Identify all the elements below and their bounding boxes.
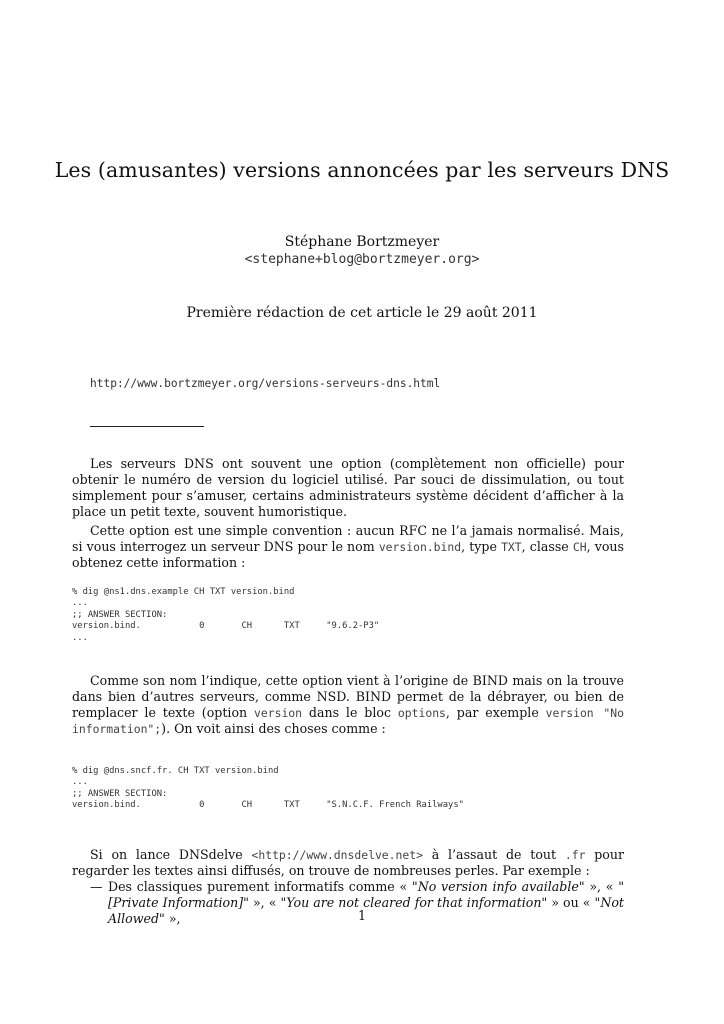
page-number: 1: [357, 908, 366, 923]
text-segment: Cette option est une simple convention : aucun RFC ne l’a jamais normalisé. Mais, si vous interrogez un serveur DNS pour le nom: [72, 523, 624, 554]
article-url[interactable]: http://www.bortzmeyer.org/versions-serveurs-dns.html: [90, 377, 441, 390]
author-name: Stéphane Bortzmeyer: [284, 234, 440, 250]
article-title: Les (amusantes) versions annoncées par les serveurs DNS: [54, 158, 670, 182]
quoted-version-text: "No version info available": [411, 879, 585, 894]
inline-code: CH: [572, 540, 587, 554]
text-segment: Des classiques purement informatifs comme «: [108, 879, 412, 894]
code-block-dig-sncf: % dig @dns.sncf.fr. CH TXT version.bind ... ;; ANSWER SECTION: version.bind. 0 CH TXT "S.N.C.F. French Railways": [72, 766, 464, 811]
text-segment: , vous obtenez cette information :: [72, 539, 624, 570]
text-segment: ). On voit ainsi des choses comme :: [161, 721, 386, 736]
quoted-version-text: "You are not cleared for that information": [280, 895, 548, 910]
author-email: <stephane+blog@bortzmeyer.org>: [244, 252, 480, 267]
inline-code: options: [397, 706, 446, 720]
text-segment: , type: [461, 539, 502, 554]
separator-rule: [90, 426, 204, 427]
quoted-version-text: "Not Allowed": [108, 895, 624, 926]
text-segment: Si on lance DNSdelve: [90, 847, 252, 862]
list-bullet: —: [90, 879, 103, 894]
text-segment: »,: [164, 911, 181, 926]
inline-code: TXT: [501, 540, 522, 554]
publication-date: Première rédaction de cet article le 29 août 2011: [186, 305, 538, 321]
text-segment: pour regarder les textes ainsi diffusés, on trouve de nombreuses perles. Par exemple :: [72, 847, 624, 878]
paragraph-bind-origin: [72, 673, 624, 737]
inline-code: version: [254, 706, 303, 720]
code-block-dig-example: % dig @ns1.dns.example CH TXT version.bind ... ;; ANSWER SECTION: version.bind. 0 CH TXT "9.6.2-P3" ...: [72, 587, 380, 643]
inline-code: version.bind: [378, 540, 462, 554]
text-segment: », «: [584, 879, 619, 894]
text-segment: » ou «: [547, 895, 595, 910]
paragraph-convention: [72, 523, 624, 571]
inline-code-link[interactable]: <http://www.dnsdelve.net>: [251, 848, 423, 862]
text-segment: , classe: [521, 539, 573, 554]
text-segment: , par exemple: [445, 705, 546, 720]
text-segment: dans le bloc: [302, 705, 398, 720]
text-segment: Comme son nom l’indique, cette option vient à l’origine de BIND mais on la trouve dans bien d’autres serveurs, comme NSD. BIND permet de la débrayer, ou bien de remplacer le texte (option: [72, 673, 624, 720]
inline-code: .fr: [564, 848, 586, 862]
paragraph-intro: Les serveurs DNS ont souvent une option (complètement non officielle) pour obtenir le numéro de version du logiciel utilisé. Par souci de dissimulation, ou tout simplement pour s’amuser, certains administrateurs système décident d’afficher à la place un petit texte, souvent humoristique.: [72, 456, 624, 519]
text-segment: », «: [248, 895, 281, 910]
paragraph-dnsdelve: [72, 847, 624, 879]
text-segment: à l’assaut de tout: [422, 847, 565, 862]
quoted-version-text: "[Private Information]": [108, 879, 624, 910]
inline-code: version "No information";: [72, 706, 624, 736]
